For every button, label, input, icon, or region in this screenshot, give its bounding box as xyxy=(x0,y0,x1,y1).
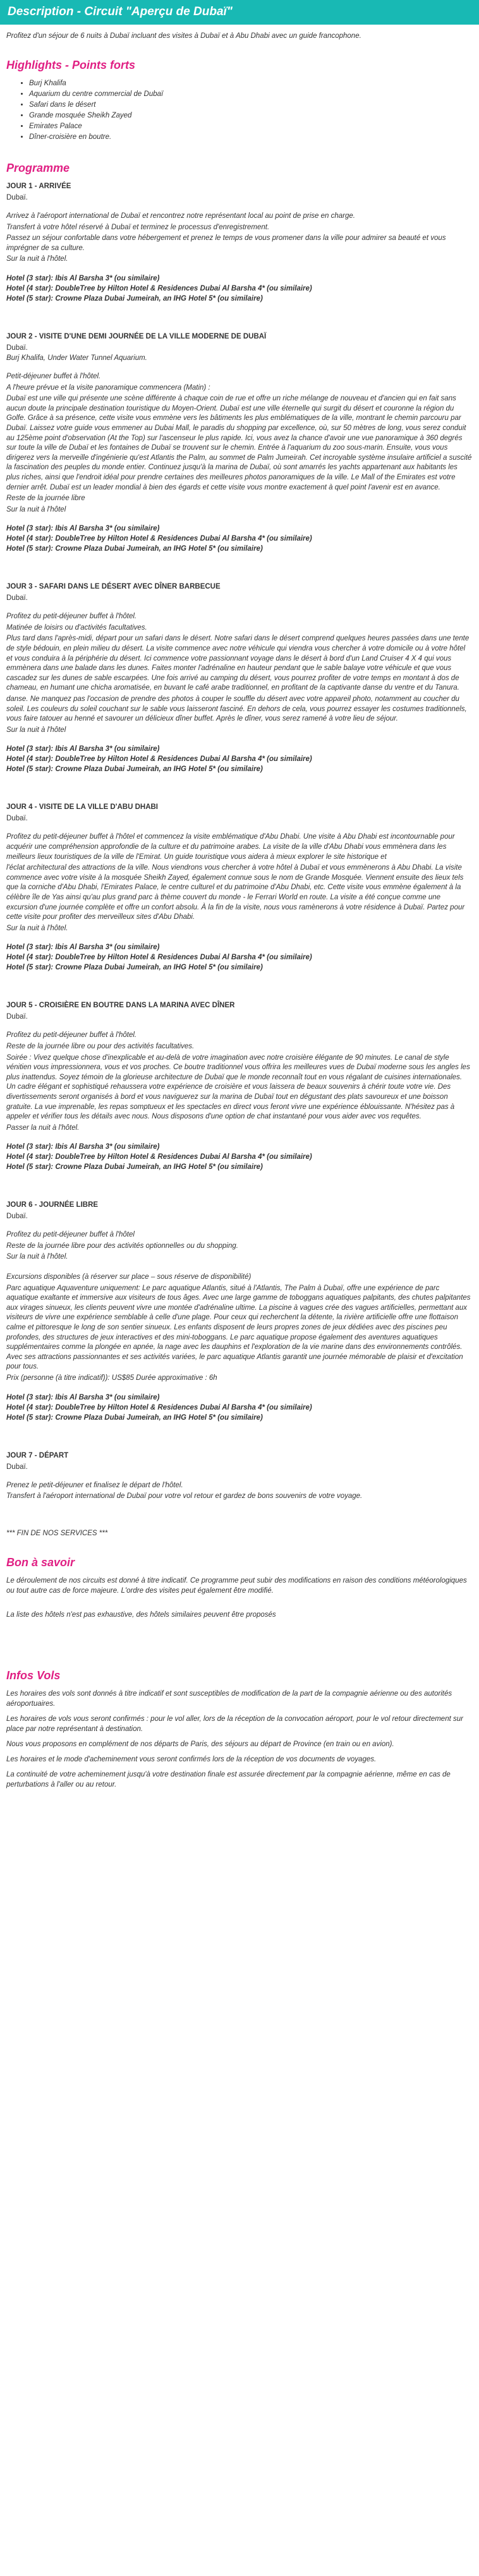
day-city: Dubaï. xyxy=(6,344,28,352)
bon-a-savoir-heading: Bon à savoir xyxy=(6,1555,75,1569)
hotel-option: Hotel (5 star): Crowne Plaza Dubai Jumeirah, an IHG Hotel 5* (ou similaire) xyxy=(6,1413,263,1422)
hotel-option: Hotel (3 star): Ibis Al Barsha 3* (ou similaire) xyxy=(6,944,160,952)
day-paragraph: Transfert à votre hôtel réservé à Dubaï et terminez le processus d'enregistrement. xyxy=(6,223,270,231)
bon-a-savoir-text: La liste des hôtels n'est pas exhaustive, des hôtels similaires peuvent être proposés xyxy=(6,1610,276,1619)
day-paragraph: Petit-déjeuner buffet à l'hôtel. xyxy=(6,372,101,380)
hotel-option: Hotel (3 star): Ibis Al Barsha 3* (ou similaire) xyxy=(6,274,160,282)
infos-vols-text: Les horaires et le mode d'acheminement vous seront confirmés lors de la réception de vos documents de voyages. xyxy=(6,1755,377,1763)
day-title: JOUR 2 - VISITE D'UNE DEMI JOURNÉE DE LA VILLE MODERNE DE DUBAÏ xyxy=(6,332,267,340)
day-paragraph: Dubaï est une ville qui présente une scène différente à chaque coin de rue et offre un riche mélange de nouveau et d'ancien qui en fait sans aucun doute la principale destination touristique du Moyen-Orient. Dubaï est une ville éternelle qui surgit du désert et couronne la région du Golfe. Grâce à sa présence, cette visite vous emmène vers les bâtiments les plus emblématiques de la ville, montrant le chemin parcouru par Dubaï. Laissez votre guide vous emmener au Dubai Mall, le paradis du shopping par excellence, où, sur 50 mètres de long, vous serez conduit au 125ème point d'observation (At the Top) sur l'ascenseur le plus rapide. Ici, vous avez la chance d'avoir une vue panoramique à 360 degrés sur toute la ville de Dubaï et les fontaines de Dubaï se trouvent sur le chemin. Entrée à l'aquarium du zoo sous-marin. Ensuite, vous vous dirigerez vers la merveille d'ingénierie qu'est Atlantis the Palm, au sommet de Palm Jumeirah. Cet incroyable système insulaire artificiel a suscité la fascination des peuples du monde entier. Continuez jusqu'à la marina de Dubaï, où sont amarrés les yachts appartenant aux habitants les plus riches, ainsi que l'endroit idéal pour prendre certaines des meilleures photos panoramiques de la ville. Le Mall of the Emirates est votre dernier arrêt. Dubaï est un leader mondial à bien des égards et cette visite vous montre exactement à quel point l'avenir est en avance. xyxy=(6,395,472,491)
day-block xyxy=(6,1451,473,1502)
day-paragraph: A l'heure prévue et la visite panoramique commencera (Matin) : xyxy=(6,383,210,392)
hotel-option: Hotel (5 star): Crowne Plaza Dubai Jumeirah, an IHG Hotel 5* (ou similaire) xyxy=(6,765,263,774)
highlight-item: • Emirates Palace xyxy=(29,121,473,132)
day-paragraph: Plus tard dans l'après-midi, départ pour un safari dans le désert. Notre safari dans le désert comprend quelques heures passées dans une tente de style bédouin, en plein milieu du désert. La visite commence avec notre véhicule qui viendra vous chercher à votre domicile ou à votre hôtel et vous conduira à la périphérie du désert. Ici commence votre passionnant voyage dans le désert à bord d'un Land Cruiser 4 X 4 qui vous emmènera dans une balade dans les dunes. Faites monter l'adrénaline en hauteur pendant que le sable balaye votre véhicule et que vous cascadez sur les dunes de sable escarpées. Une fois arrivé au camping du désert, vous pourrez profiter de votre temps en montant à dos de chameau, en humant une chicha aromatisée, en buvant le café arabe traditionnel, en profitant de la captivante danse du ventre et du Tanura. xyxy=(6,635,470,692)
day-block xyxy=(6,181,473,304)
day-block xyxy=(6,582,473,774)
day-paragraph: Soirée : Vivez quelque chose d'inexplicable et au-delà de votre imagination avec notre croisière élégante de 90 minutes. Le canal de style vénitien vous impressionnera, vous et vos proches. Ce boutre traditionnel vous offrira les meilleures vues de Dubaï moderne sous les angles les plus inattendus. Soyez témoin de la glorieuse architecture de Dubaï que le monde reconnaît tout en vous régalant de cuisines internationales. Un cadre élégant et sophistiqué rehaussera votre expérience de croisière et vous laissera de beaux souvenirs à chérir toute votre vie. Des divertissements seront organisés à bord et vous naviguerez sur la marina de Dubaï tout en dégustant des plats savoureux et une boisson gratuite. La vue imprenable, les repas somptueux et les spectacles en direct vous feront vivre une expérience éblouissante. N'hésitez pas à appeler et vérifier tous les détails avec nous. Nous disposons d'une option de chat instantané pour vous aider avec vos requêtes. xyxy=(6,1053,470,1121)
programme-days xyxy=(6,181,473,1502)
day-paragraph xyxy=(6,1264,473,1271)
hotel-option: Hotel (3 star): Ibis Al Barsha 3* (ou similaire) xyxy=(6,1143,160,1151)
day-paragraph: Excursions disponibles (à réserver sur place – sous réserve de disponibilité) xyxy=(6,1273,252,1281)
hotel-list xyxy=(6,524,473,554)
day-paragraph: danse. Ne manquez pas l'occasion de prendre des photos à couper le souffle du désert avec votre appareil photo, notamment au coucher du soleil. Les couleurs du soleil couchant sur le sable vous laisseront fasciné. En dehors de cela, vous pourrez essayer les costumes traditionnels, vous faire tatouer au henné et savourer un délicieux dîner buffet. Après le dîner, vous serez ramené à votre lieu de séjour. xyxy=(6,695,467,723)
highlight-item: • Burj Khalifa xyxy=(29,78,473,89)
hotel-option: Hotel (4 star): DoubleTree by Hilton Hotel & Residences Dubai Al Barsha 4* (ou similaire) xyxy=(6,535,312,543)
day-paragraph: Matinée de loisirs ou d'activités facultatives. xyxy=(6,623,147,632)
day-city: Dubaï. xyxy=(6,194,28,201)
hotel-option: Hotel (4 star): DoubleTree by Hilton Hotel & Residences Dubai Al Barsha 4* (ou similaire) xyxy=(6,284,312,292)
day-paragraph: Prenez le petit-déjeuner et finalisez le départ de l'hôtel. xyxy=(6,1481,183,1489)
highlights-heading: Highlights - Points forts xyxy=(6,59,135,71)
day-paragraph: Transfert à l'aéroport international de Dubaï pour votre vol retour et gardez de bons souvenirs de votre voyage. xyxy=(6,1492,363,1501)
day-title: JOUR 1 - ARRIVÉE xyxy=(6,183,71,190)
day-title: JOUR 7 - DÉPART xyxy=(6,1451,69,1459)
day-block xyxy=(6,1200,473,1422)
day-paragraph: Profitez du petit-déjeuner buffet à l'hôtel. xyxy=(6,613,137,621)
hotel-option: Hotel (3 star): Ibis Al Barsha 3* (ou similaire) xyxy=(6,1393,160,1401)
day-paragraph: l'éclat architectural des attractions de la ville. Nous viendrons vous chercher à votre hôtel à Dubaï et vous emmènerons à Abu Dhabi. La visite commence avec votre visite à la mosquée Sheikh Zayed, également connue sous le nom de Grande Mosquée. Viennent ensuite des lieux tels que la corniche d'Abu Dhabi, l'Emirates Palace, le centre culturel et du patrimoine d'Abu Dhabi, etc. Cette visite vous emmène également à la célèbre île de Yas ainsi qu'au plus grand parc à thème couvert du monde - le Ferrari World en route. La visite a été conçue comme une excursion d'une journée complète et offre un confort absolu. À la fin de la visite, nous vous ramènerons à votre résidence à Dubaï. Partez pour cette visite pour profiter des merveilleux sites d'Abu Dhabi. xyxy=(6,864,465,921)
day-subtitle: Burj Khalifa, Under Water Tunnel Aquarium. xyxy=(6,354,147,362)
day-block xyxy=(6,1000,473,1172)
hotel-list xyxy=(6,1142,473,1172)
day-paragraph: Reste de la journée libre pour des activités optionnelles ou du shopping. xyxy=(6,1242,238,1250)
hotel-option: Hotel (4 star): DoubleTree by Hilton Hotel & Residences Dubai Al Barsha 4* (ou similaire) xyxy=(6,1153,312,1161)
day-paragraph: Arrivez à l'aéroport international de Dubaï et rencontrez notre représentant local au point de prise en charge. xyxy=(6,212,355,220)
day-block xyxy=(6,802,473,973)
day-paragraph: Prix (personne (à titre indicatif)): US$85 Durée approximative : 6h xyxy=(6,1374,217,1382)
page-title-banner: Description - Circuit "Aperçu de Dubaï" xyxy=(0,0,479,25)
day-block xyxy=(6,332,473,554)
hotel-option: Hotel (4 star): DoubleTree by Hilton Hotel & Residences Dubai Al Barsha 4* (ou similaire) xyxy=(6,954,312,962)
day-title: JOUR 3 - SAFARI DANS LE DÉSERT AVEC DÎNER BARBECUE xyxy=(6,583,221,591)
day-title: JOUR 5 - CROISIÈRE EN BOUTRE DANS LA MARINA AVEC DÎNER xyxy=(6,1002,235,1010)
hotel-list xyxy=(6,744,473,774)
hotel-option: Hotel (4 star): DoubleTree by Hilton Hotel & Residences Dubai Al Barsha 4* (ou similaire) xyxy=(6,1403,312,1411)
day-title: JOUR 6 - JOURNÉE LIBRE xyxy=(6,1201,99,1209)
hotel-option: Hotel (3 star): Ibis Al Barsha 3* (ou similaire) xyxy=(6,525,160,533)
hotel-option: Hotel (5 star): Crowne Plaza Dubai Jumeirah, an IHG Hotel 5* (ou similaire) xyxy=(6,1163,263,1171)
hotel-option: Hotel (3 star): Ibis Al Barsha 3* (ou similaire) xyxy=(6,745,160,753)
day-city: Dubaï. xyxy=(6,1213,28,1221)
hotel-list xyxy=(6,1393,473,1423)
hotel-option: Hotel (5 star): Crowne Plaza Dubai Jumeirah, an IHG Hotel 5* (ou similaire) xyxy=(6,294,263,303)
hotel-list xyxy=(6,942,473,973)
day-paragraph: Profitez du petit-déjeuner buffet à l'hôtel xyxy=(6,1231,135,1239)
day-city: Dubaï. xyxy=(6,1013,28,1021)
day-paragraph: Profitez du petit-déjeuner buffet à l'hôtel et commencez la visite emblématique d'Abu Dhabi. Une visite à Abu Dhabi est incontournable pour acquérir une compréhension approfondie de la culture et du patrimoine arabes. La visite de la ville d'Abu Dhabi vous emmènera dans les meilleurs lieux touristiques de la ville de l'Emirat. Un guide touristique vous aidera à mieux explorer le site historique et xyxy=(6,833,455,861)
day-paragraph: Sur la nuit à l'hôtel. xyxy=(6,924,68,932)
highlight-item: • Aquarium du centre commercial de Dubaï xyxy=(29,89,473,100)
highlights-list xyxy=(6,78,473,143)
day-city: Dubaï. xyxy=(6,815,28,823)
hotel-option: Hotel (5 star): Crowne Plaza Dubai Jumeirah, an IHG Hotel 5* (ou similaire) xyxy=(6,545,263,553)
highlight-item: • Safari dans le désert xyxy=(29,100,473,111)
highlight-item: • Dîner-croisière en boutre. xyxy=(29,132,473,143)
hotel-list xyxy=(6,273,473,304)
bon-a-savoir-text: Le déroulement de nos circuits est donné à titre indicatif. Ce programme peut subir des modifications en raison des conditions météorologiques ou tout autre cas de force majeure. L'ordre des visites peut également être modifié. xyxy=(6,1576,467,1595)
day-paragraph: Reste de la journée libre xyxy=(6,494,85,503)
day-paragraph: Reste de la journée libre ou pour des activités facultatives. xyxy=(6,1042,195,1050)
infos-vols-text: Les horaires de vols vous seront confirmés : pour le vol aller, lors de la réception de la convocation aéroport, pour le vol retour directement sur place par notre représentant à destination. xyxy=(6,1715,463,1733)
day-paragraph: Parc aquatique Aquaventure uniquement: Le parc aquatique Atlantis, situé à l'Atlantis, The Palm à Dubaï, offre une expérience de parc aquatique exaltante et immersive aux visiteurs de tous âges. Avec une large gamme de toboggans aquatiques palpitants, des chutes palpitantes aux virages sinueux, les clients peuvent vivre une montée d'adrénaline ultime. La piscine à vagues crée des vagues artificielles, permettant aux visiteurs de vivre une expérience semblable à celle d'une plage. Pour ceux qui recherchent la détente, la rivière artificielle offre une flottaison calme et pittoresque le long de son sentier sinueux. Les enfants disposent de leurs propres zones de jeux dédiées avec des piscines peu profondes, des structures de jeux interactives et des mini-toboggans. Le parc aquatique propose également des aventures aquatiques supplémentaires comme la plongée en apnée, la nage avec les dauphins et l'exploration de la vie marine dans des environnements contrôlés. Avec ses attractions passionnantes et ses activités variées, le parc aquatique Atlantis garantit une journée mémorable de plaisir et d'excitation pour tous. xyxy=(6,1284,471,1371)
programme-heading: Programme xyxy=(6,162,70,174)
day-paragraph: Sur la nuit à l'hôtel. xyxy=(6,1253,68,1261)
content xyxy=(0,31,479,1790)
day-paragraph: Profitez du petit-déjeuner buffet à l'hôtel. xyxy=(6,1031,137,1039)
hotel-option: Hotel (4 star): DoubleTree by Hilton Hotel & Residences Dubai Al Barsha 4* (ou similaire) xyxy=(6,755,312,764)
day-city: Dubaï. xyxy=(6,1463,28,1471)
infos-vols-heading: Infos Vols xyxy=(6,1668,61,1682)
day-paragraph: Sur la nuit à l'hôtel. xyxy=(6,255,68,263)
highlight-item: • Grande mosquée Sheikh Zayed xyxy=(29,111,473,121)
end-of-services: *** FIN DE NOS SERVICES *** xyxy=(6,1529,108,1537)
day-paragraph: Passer la nuit à l'hôtel. xyxy=(6,1123,80,1132)
intro-text: Profitez d'un séjour de 6 nuits à Dubaï incluant des visites à Dubaï et à Abu Dhabi avec un guide francophone. xyxy=(6,32,361,40)
day-city: Dubaï. xyxy=(6,594,28,602)
day-paragraph: Sur la nuit à l'hôtel xyxy=(6,726,66,734)
hotel-option: Hotel (5 star): Crowne Plaza Dubai Jumeirah, an IHG Hotel 5* (ou similaire) xyxy=(6,964,263,972)
day-title: JOUR 4 - VISITE DE LA VILLE D'ABU DHABI xyxy=(6,803,158,812)
day-paragraph: Sur la nuit à l'hôtel xyxy=(6,505,66,513)
day-paragraph: Passez un séjour confortable dans votre hébergement et prenez le temps de vous promener dans la ville pour admirer sa beauté et vous imprégner de sa culture. xyxy=(6,234,446,252)
infos-vols-text: Nous vous proposons en complément de nos départs de Paris, des séjours au départ de Province (en train ou en avion). xyxy=(6,1740,394,1748)
infos-vols-text: Les horaires des vols sont donnés à titre indicatif et sont susceptibles de modification de la part de la compagnie aérienne ou des autorités aéroportuaires. xyxy=(6,1689,452,1708)
infos-vols-text: La continuité de votre acheminement jusqu'à votre destination finale est assurée directement par la compagnie aérienne, même en cas de perturbations à l'aller ou au retour. xyxy=(6,1770,451,1788)
